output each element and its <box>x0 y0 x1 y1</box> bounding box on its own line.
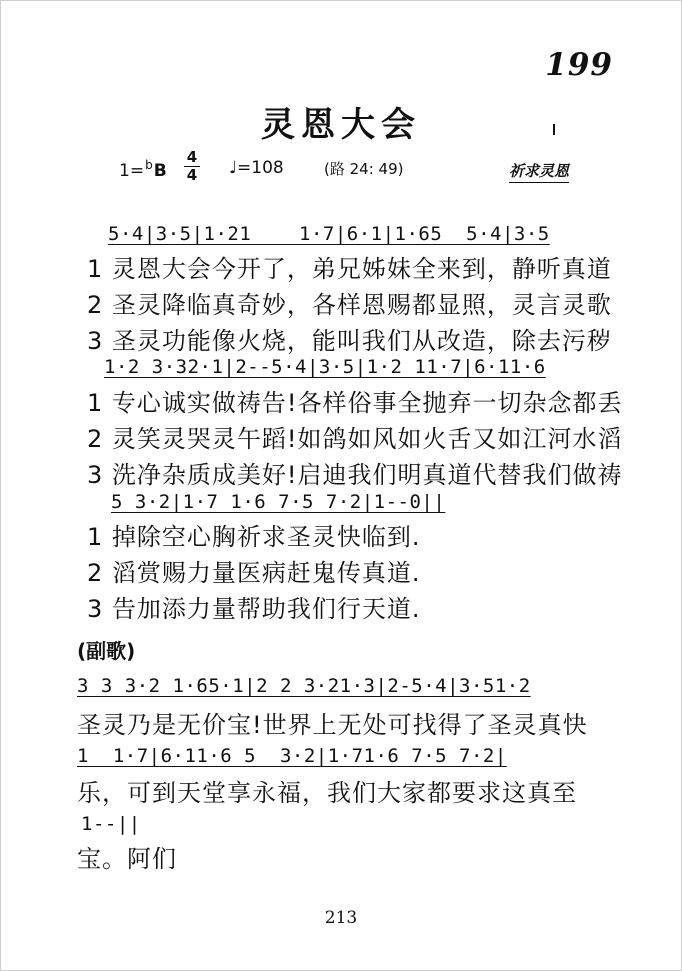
key-signature <box>119 158 167 181</box>
key-prefix: 1= <box>119 161 145 181</box>
lyric-line: 1 掉除空心胸祈求圣灵快临到. <box>87 523 421 551</box>
lyric-line: 宝。阿们 <box>77 845 177 873</box>
hymn-title: 灵恩大会 <box>261 105 421 145</box>
lyric-line: 1 专心诚实做祷告!各样俗事全抛弃一切杂念都丢 <box>87 389 623 417</box>
time-bottom: 4 <box>186 166 198 184</box>
notation-line: 1·2 3·32·1|2--5·4|3·5|1·2 11·7|6·11·6 <box>104 356 546 378</box>
hymn-category: 祈求灵恩 <box>509 160 569 183</box>
notation-line: 5·4|3·5|1·21 1·7|6·1|1·65 5·4|3·5 <box>108 223 550 245</box>
lyric-line: 2 圣灵降临真奇妙，各样恩赐都显照，灵言灵歌 <box>87 291 612 319</box>
scripture-reference: (路 24: 49) <box>324 160 404 178</box>
notation-line: 3 3 3·2 1·65·1|2 2 3·21·3|2-5·4|3·51·2 <box>77 675 531 697</box>
lyric-line: 2 滔赏赐力量医病赶鬼传真道. <box>87 559 421 587</box>
lyric-line: 3 洗净杂质成美好!启迪我们明真道代替我们做祷 <box>87 461 623 489</box>
time-top: 4 <box>186 148 198 166</box>
key-note: B <box>153 161 167 181</box>
notation-line: 1--|| <box>81 813 141 835</box>
flat-sign: b <box>145 158 153 172</box>
lyric-line: 2 灵笑灵哭灵午蹈!如鸽如风如火舌又如江河水滔 <box>87 425 623 453</box>
lyric-line: 3 圣灵功能像火烧，能叫我们从改造，除去污秽 <box>87 327 612 355</box>
lyric-line: 乐，可到天堂享永福，我们大家都要求这真至 <box>77 779 577 807</box>
lyric-line: 3 告加添力量帮助我们行天道. <box>87 595 421 623</box>
tempo-marking: ♩=108 <box>229 158 284 178</box>
chorus-label: (副歌) <box>77 639 136 663</box>
lyric-line: 圣灵乃是无价宝!世界上无处可找得了圣灵真快 <box>77 711 588 739</box>
time-signature <box>184 150 200 183</box>
notation-line: 1 1·7|6·11·6 5 3·2|1·71·6 7·5 7·2| <box>77 745 507 767</box>
lyric-line: 1 灵恩大会今开了，弟兄姊妹全来到，静听真道 <box>87 255 612 283</box>
page-number: 213 <box>324 908 358 928</box>
print-mark <box>553 124 555 135</box>
notation-line: 5 3·2|1·7 1·6 7·5 7·2|1--0|| <box>111 491 446 513</box>
hymn-number: 199 <box>545 47 613 83</box>
